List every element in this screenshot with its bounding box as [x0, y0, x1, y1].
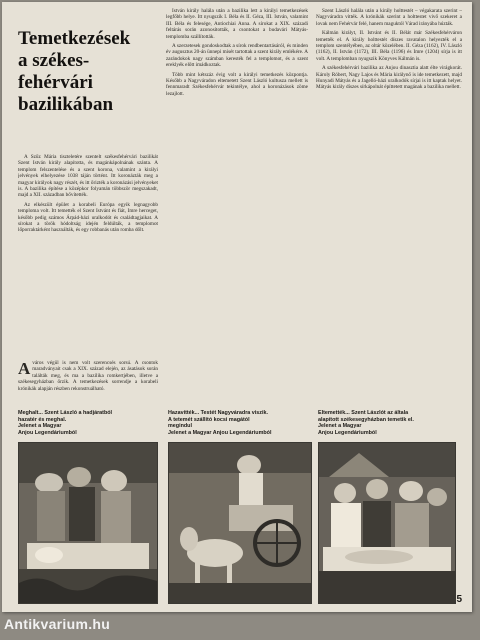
article-title [18, 28, 168, 116]
caption-line: megindul [168, 423, 192, 429]
miniature-burial-image [18, 442, 158, 604]
caption-line: Jelenet a Magyar [318, 423, 362, 429]
paragraph [18, 360, 158, 392]
paragraph: Szent László halála után a király holttestét – végakarata szerint – Nagyváradra vitték. A krónikák szerint a holttestet vivő szekeret a lovak nem Fehérvár felé, hanem maguktól Várad irányába húzták. [316, 8, 462, 27]
column-3-text [316, 8, 462, 406]
caption-1 [18, 410, 163, 436]
column-1-bottom-text [18, 360, 158, 406]
caption-line: A tetemét szállító kocsi magától [168, 416, 250, 423]
watermark: Antikvarium.hu [4, 616, 111, 632]
miniature-entombment-image [318, 442, 456, 604]
title-line: bazilikában [18, 94, 114, 115]
caption-line: Anjou Legendáriumból [318, 429, 377, 436]
caption-line: Jelenet a Magyar [18, 423, 62, 429]
caption-line: Eltemették... Szent Lászlót az általa [318, 410, 409, 416]
paragraph-text: város végül is nem volt szerencsés sorsú. A csontok maradványait csak a XIX. század elején, az ásatások során találták meg, és ma a bazilika romkertjében, illetve a székesegyházban őrzik. A temetkezések sorrendje a korabeli krónikák alapján részben rekonstruálható. [18, 360, 158, 392]
caption-line: Hazavitték... Testét Nagyváradra viszik. [168, 410, 268, 416]
paragraph: A székesfehérvári bazilika az Anjou dinasztia alatt élte virágkorát. Károly Róbert, Nagy Lajos és Mária királynő is ide temetkezett, majd Hunyadi Mátyás és a Jagelló-házi uralkodók sírjai is itt kaptak helyet. Mátyás király díszes sírkápolnát építtetett magának a bazilika mellett. [316, 65, 462, 91]
page-number: 5 [456, 594, 462, 605]
column-1-text [18, 154, 158, 354]
caption-3 [318, 410, 463, 436]
paragraph: István király halála után a bazilika lett a királyi temetkezések legfőbb helye. Itt nyugszik I. Béla és II. Géza, III. István, valamint III. Béla és felesége, Antiochiai Anna. A sírokat a XIX. századi feltárás során azonosították, a csontokat a budavári Mátyás-templomba szállították. [166, 8, 308, 40]
drop-cap: A [18, 360, 31, 378]
paragraph: A Szűz Mária tiszteletére szentelt székesfehérvári bazilikát Szent István király alapította, és magánkápolnának szánta. A templom felszentelése és a szent korona, valamint a királyi jelvények elhelyezése 1038 táján történt. Itt koronázták meg a magyar királyok nagy részét, és itt őrizték a koronázási jelvényeket is. A bazilika építése a középkor folyamán többször megszakadt, majd a XII. században bővítették. [18, 154, 158, 199]
title-line: fehérvári [18, 72, 93, 93]
title-line: Temetkezések [18, 28, 131, 49]
paragraph: Több mint kétszáz évig volt a királyi temetkezés központja. Később a Nagyváradon eltemetett Szent László kultusza mellett is fennmaradt Székesfehérvár tekintélye, ahol a koronázások zöme lezajlott. [166, 71, 308, 97]
caption-line: Anjou Legendáriumból [18, 429, 77, 436]
column-2-text [166, 8, 308, 406]
caption-2 [168, 410, 313, 436]
caption-line: Jelenet a Magyar Anjou Legendáriumból [168, 429, 272, 436]
paragraph: A szerzetesek gondoskodtak a sírok rendbentartásáról, és minden év augusztus 20-án ünnepi misét tartottak a szent király emlékére. A zarándokok nagy számban keresték fel a templomot, és a szent ereklyék előtt imádkoztak. [166, 43, 308, 69]
magazine-page [2, 2, 472, 612]
paragraph: Az elkészült épület a korabeli Európa egyik legnagyobb temploma volt. Itt temették el Szent Istvánt és fiát, Imre herceget, később pedig számos Árpád-házi uralkodót és családtagjaikat. A sírokat a török hódoltság idején feldúlták, a templomot lőporraktárként használták, és egy robbanás után romba dőlt. [18, 201, 158, 234]
miniature-cart-image [168, 442, 312, 604]
caption-line: Meghalt... Szent László a hadjáratból [18, 410, 113, 416]
caption-line: alapított székesegyházban temetik el. [318, 416, 414, 423]
caption-line: hazatér és meghal. [18, 416, 67, 423]
title-line: a székes- [18, 50, 90, 71]
paragraph: Kálmán királyt, II. Istvánt és II. Bélát már Székesfehérváron temették el. A király holttestét díszes ravatalon helyezték el a templom szentélyében, az oltár közelében. II. Géza (1162), IV. László (1162), II. István (1172), III. Béla (1196) és Imre (1204) sírja is itt volt. A templomban nyugszik Könyves Kálmán is. [316, 30, 462, 62]
